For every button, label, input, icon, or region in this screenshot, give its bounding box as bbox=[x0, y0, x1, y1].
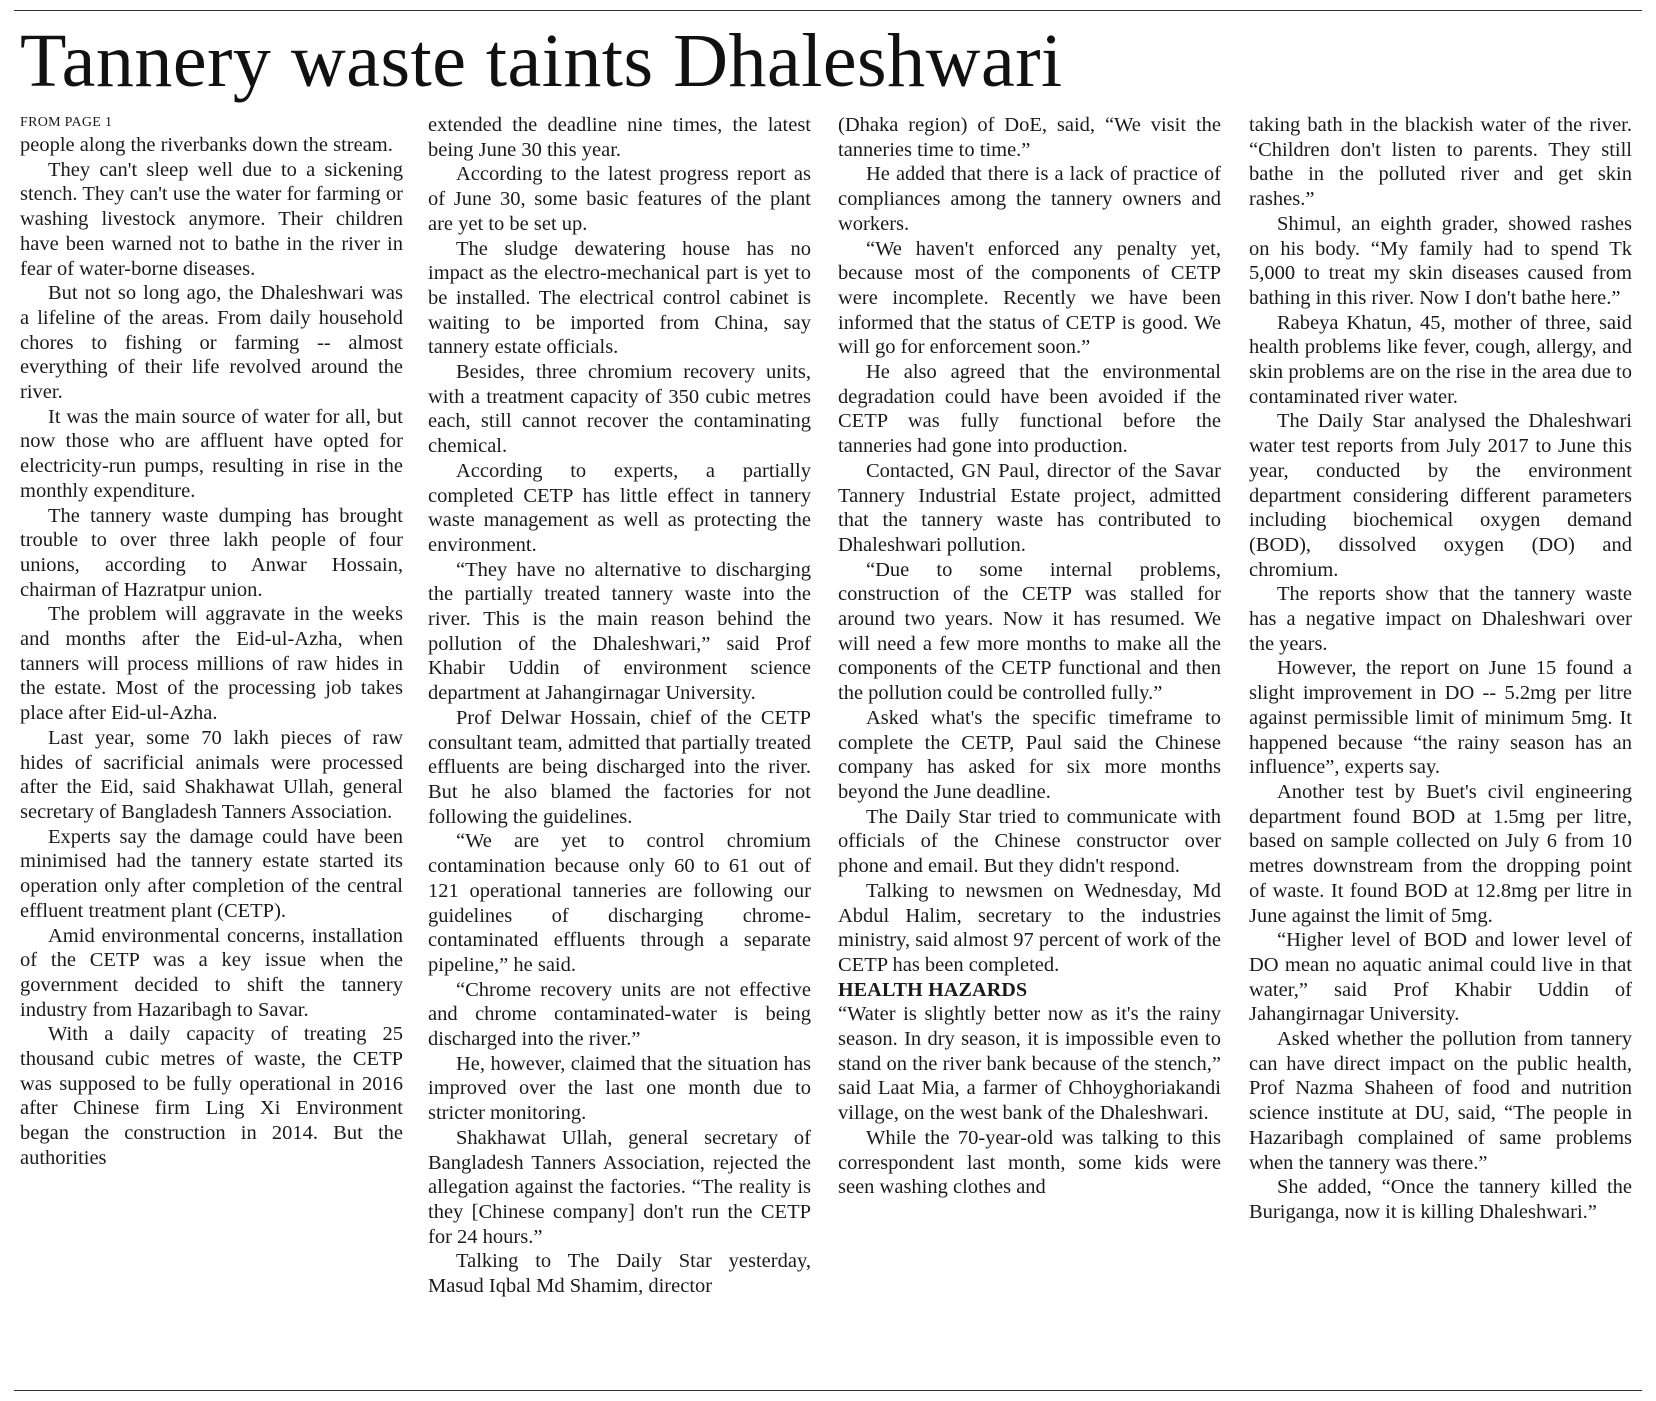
top-rule bbox=[14, 10, 1642, 11]
paragraph: Amid environmental concerns, installation of the CETP was a key issue when the government decided to shift the tannery industry from Hazaribagh to Savar. bbox=[20, 924, 403, 1021]
paragraph: The Daily Star tried to communicate with officials of the Chinese constructor over phone and email. But they didn't respond. bbox=[838, 805, 1221, 878]
paragraph: Experts say the damage could have been minimised had the tannery estate started its operation only after completion of the central effluent treatment plant (CETP). bbox=[20, 825, 403, 922]
paragraph: It was the main source of water for all, but now those who are affluent have opted for electricity-run pumps, resulting in rise in the monthly expenditure. bbox=[20, 405, 403, 502]
paragraph: He added that there is a lack of practice of compliances among the tannery owners and workers. bbox=[838, 163, 1221, 235]
paragraph: She added, “Once the tannery killed the Buriganga, now it is killing Dhaleshwari.” bbox=[1249, 1176, 1632, 1223]
paragraph: The Daily Star analysed the Dhaleshwari water test reports from July 2017 to June this year, conducted by the environment department considering different parameters including biochemical oxygen demand (BOD), dissolved oxygen (DO) and chromium. bbox=[1249, 410, 1632, 581]
article-column-3 bbox=[838, 113, 1221, 1200]
paragraph: Talking to The Daily Star yesterday, Masud Iqbal Md Shamim, director bbox=[428, 1250, 811, 1298]
paragraph: Another test by Buet's civil engineering department found BOD at 1.5mg per litre, based on sample collected on July 6 from 10 metres downstream from the dropping point of waste. It found BOD at 12.8mg per litre in June against the limit of 5mg. bbox=[1249, 780, 1632, 927]
paragraph: Rabeya Khatun, 45, mother of three, said health problems like fever, cough, allergy, and skin problems are on the rise in the area due to contaminated river water. bbox=[1249, 311, 1632, 408]
paragraph: Last year, some 70 lakh pieces of raw hides of sacrificial animals were processed after the Eid, said Shakhawat Ullah, general secretary of Bangladesh Tanners Association. bbox=[20, 726, 403, 823]
kicker: FROM PAGE 1 bbox=[20, 115, 113, 130]
paragraph: “They have no alternative to discharging the partially treated tannery waste into the river. This is the main reason behind the pollution of the Dhaleshwari,” said Prof Khabir Uddin of environment science department at Jahangirnagar University. bbox=[428, 558, 811, 705]
paragraph: “We haven't enforced any penalty yet, because most of the components of CETP were incomplete. Recently we have been informed that the status of CETP is good. We will go for enforcement soon.” bbox=[838, 237, 1221, 359]
paragraph: “We are yet to control chromium contamination because only 60 to 61 out of 121 operational tanneries are following our guidelines of discharging chrome-contaminated effluents through a separate pipeline,” he said. bbox=[428, 830, 811, 976]
article-column-1 bbox=[20, 113, 403, 1171]
paragraph: According to experts, a partially completed CETP has little effect in tannery waste management as well as protecting the environment. bbox=[428, 459, 811, 556]
paragraph: “Chrome recovery units are not effective and chrome contaminated-water is being discharged into the river.” bbox=[428, 978, 811, 1051]
paragraph: Shakhawat Ullah, general secretary of Bangladesh Tanners Association, rejected the allegation against the factories. “The reality is they [Chinese company] don't run the CETP for 24 hours.” bbox=[428, 1126, 811, 1248]
paragraph: “Higher level of BOD and lower level of DO mean no aquatic animal could live in that water,” said Prof Khabir Uddin of Jahangirnagar University. bbox=[1249, 929, 1632, 1026]
paragraph: Asked what's the specific timeframe to complete the CETP, Paul said the Chinese company has asked for six more months beyond the June deadline. bbox=[838, 706, 1221, 803]
paragraph: The sludge dewatering house has no impact as the electro-mechanical part is yet to be installed. The electrical control cabinet is waiting to be imported from China, say tannery estate officials. bbox=[428, 237, 811, 359]
headline: Tannery waste taints Dhaleshwari bbox=[20, 19, 1063, 103]
paragraph: Talking to newsmen on Wednesday, Md Abdul Halim, secretary to the industries ministry, said almost 97 percent of work of the CETP has been completed. bbox=[838, 879, 1221, 976]
paragraph: people along the riverbanks down the stream. bbox=[20, 134, 393, 156]
bottom-rule bbox=[14, 1390, 1642, 1391]
paragraph: taking bath in the blackish water of the river. “Children don't listen to parents. They still bathe in the polluted river and get skin rashes.” bbox=[1249, 114, 1632, 211]
paragraph: He also agreed that the environmental degradation could have been avoided if the CETP was fully functional before the tanneries had gone into production. bbox=[838, 361, 1221, 458]
paragraph: But not so long ago, the Dhaleshwari was a lifeline of the areas. From daily household chores to fishing or farming -- almost everything of their life revolved around the river. bbox=[20, 282, 403, 404]
paragraph: According to the latest progress report as of June 30, some basic features of the plant are yet to be set up. bbox=[428, 163, 811, 235]
paragraph: Contacted, GN Paul, director of the Savar Tannery Industrial Estate project, admitted that the tannery waste has contributed to Dhaleshwari pollution. bbox=[838, 459, 1221, 556]
paragraph: Asked whether the pollution from tannery can have direct impact on the public health, Prof Nazma Shaheen of food and nutrition science institute at DU, said, “The people in Hazaribagh complained of same problems when the tannery was there.” bbox=[1249, 1028, 1632, 1174]
paragraph: They can't sleep well due to a sickening stench. They can't use the water for farming or washing livestock anymore. Their children have been warned not to bathe in the river in fear of water-borne diseases. bbox=[20, 158, 403, 280]
paragraph: The reports show that the tannery waste has a negative impact on Dhaleshwari over the years. bbox=[1249, 583, 1632, 655]
paragraph: (Dhaka region) of DoE, said, “We visit the tanneries time to time.” bbox=[838, 114, 1221, 161]
article-column-4 bbox=[1249, 113, 1632, 1225]
paragraph: The problem will aggravate in the weeks and months after the Eid-ul-Azha, when tanners will process millions of raw hides in the estate. Most of the processing job takes place after Eid-ul-Azha. bbox=[20, 603, 403, 725]
paragraph: Prof Delwar Hossain, chief of the CETP consultant team, admitted that partially treated effluents are being discharged into the river. But he also blamed the factories for not following the guidelines. bbox=[428, 706, 811, 828]
paragraph: extended the deadline nine times, the latest being June 30 this year. bbox=[428, 114, 811, 161]
paragraph: Shimul, an eighth grader, showed rashes on his body. “My family had to spend Tk 5,000 to treat my skin diseases caused from bathing in this river. Now I don't bathe here.” bbox=[1249, 212, 1632, 309]
paragraph: However, the report on June 15 found a slight improvement in DO -- 5.2mg per litre against permissible limit of minimum 5mg. It happened because “the rainy season has an influence”, experts say. bbox=[1249, 657, 1632, 779]
article-column-2 bbox=[428, 113, 811, 1299]
paragraph: While the 70-year-old was talking to this correspondent last month, some kids were seen washing clothes and bbox=[838, 1126, 1221, 1199]
paragraph: He, however, claimed that the situation has improved over the last one month due to stricter monitoring. bbox=[428, 1052, 811, 1125]
subhead: HEALTH HAZARDS bbox=[838, 978, 1028, 1001]
paragraph: “Water is slightly better now as it's the rainy season. In dry season, it is impossible even to stand on the river bank because of the stench,” said Laat Mia, a farmer of Chhoyghoriakandi village, on the west bank of the Dhaleshwari. bbox=[838, 1003, 1221, 1125]
paragraph: With a daily capacity of treating 25 thousand cubic metres of waste, the CETP was supposed to be fully operational in 2016 after Chinese firm Ling Xi Environment began the construction in 2014. But the authorities bbox=[20, 1023, 403, 1169]
paragraph: The tannery waste dumping has brought trouble to over three lakh people of four unions, according to Anwar Hossain, chairman of Hazratpur union. bbox=[20, 504, 403, 601]
paragraph: “Due to some internal problems, construction of the CETP was stalled for around two years. Now it has resumed. We will need a few more months to make all the components of the CETP functional and then the pollution could be controlled fully.” bbox=[838, 558, 1221, 705]
paragraph: Besides, three chromium recovery units, with a treatment capacity of 350 cubic metres each, still cannot recover the contaminating chemical. bbox=[428, 361, 811, 458]
